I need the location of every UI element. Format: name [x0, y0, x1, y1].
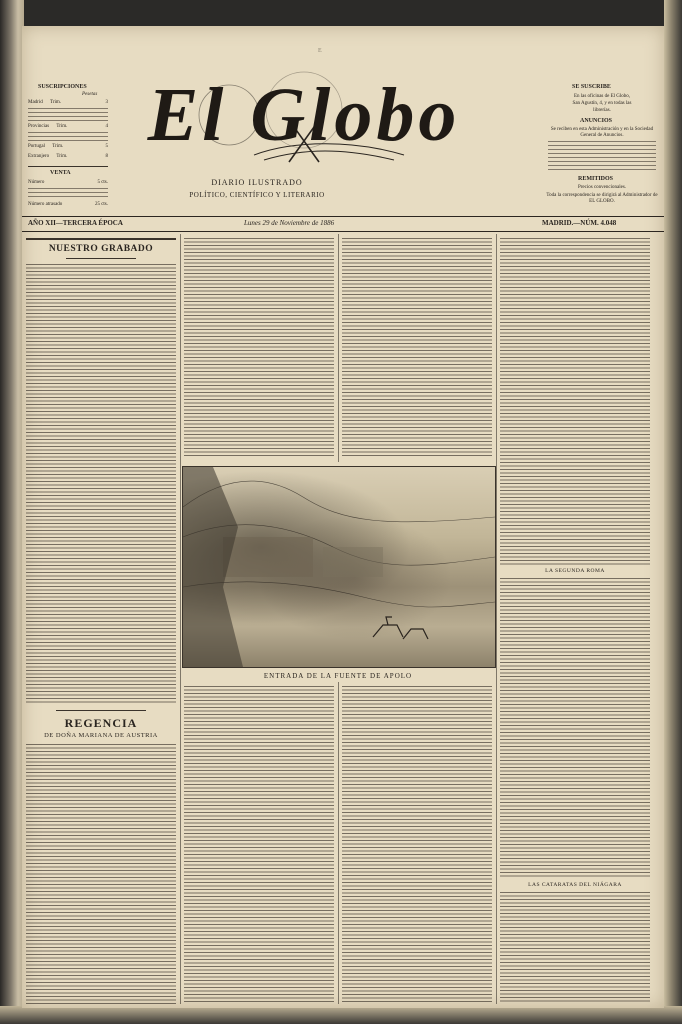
article-text-block — [26, 744, 176, 1004]
divider — [28, 166, 108, 167]
subscription-lines — [28, 132, 108, 142]
issue-date: Lunes 29 de Noviembre de 1886 — [244, 219, 335, 227]
divider — [66, 258, 136, 259]
issue-number: MADRID.—NÚM. 4.048 — [542, 219, 617, 227]
book-edge-right — [664, 0, 682, 1024]
remittances-title: REMITIDOS — [578, 176, 614, 182]
section-heading-second-rome: LA SEGUNDA ROMA — [545, 568, 605, 574]
article-text-block — [342, 238, 492, 458]
article-text-block — [500, 238, 650, 566]
subscription-lines — [28, 108, 108, 122]
masthead — [104, 60, 504, 170]
announcements-lines — [548, 141, 656, 171]
article-text-block — [184, 686, 334, 1004]
subscribe-line: librerías. — [593, 108, 611, 113]
sale-title: VENTA — [50, 170, 71, 176]
announcements-title: ANUNCIOS — [580, 118, 613, 124]
sale-lines — [28, 188, 108, 200]
top-mark: E — [318, 48, 322, 54]
subscription-row: Madrid Trim. 3 — [28, 100, 108, 105]
price-column-label: Pesetas — [82, 92, 98, 97]
subscription-row: Extranjero Trim. 8 — [28, 154, 108, 159]
newspaper-title: El Globo — [147, 73, 461, 157]
section-heading-engraving: NUESTRO GRABADO — [48, 244, 154, 254]
edition-label: AÑO XII—TERCERA ÉPOCA — [28, 219, 123, 227]
column-rule — [338, 682, 339, 1004]
newspaper-page — [22, 26, 664, 1008]
column-rule — [180, 234, 181, 1004]
subscribe-box — [542, 26, 664, 231]
subscription-row: Portugal Trim. 5 — [28, 144, 108, 149]
article-text-block — [500, 578, 650, 878]
correspondence-text: Toda la correspondencia se dirigirá al Administrador de EL GLOBO. — [546, 193, 658, 204]
article-text-block — [184, 238, 334, 458]
section-heading-niagara: LAS CATARATAS DEL NIÁGARA — [528, 882, 622, 888]
subscribe-title: SE SUSCRIBE — [572, 84, 611, 90]
section-subheading-regencia: DE DOÑA MARIANA DE AUSTRIA — [44, 732, 158, 739]
sale-row: Número atrasado 25 cts. — [28, 202, 108, 207]
book-spine-left — [0, 0, 24, 1024]
subscription-row: Provincias Trim. 4 — [28, 124, 108, 129]
subscribe-line: En las oficinas de El Globo, — [573, 94, 631, 99]
column-rule — [496, 234, 497, 1004]
sale-row: Número 5 cts. — [28, 180, 108, 185]
illustration-caption: ENTRADA DE LA FUENTE DE APOLO — [263, 672, 413, 680]
subscriptions-box — [22, 26, 116, 231]
column-rule — [338, 234, 339, 462]
remittances-text: Precios convencionales. — [577, 185, 627, 190]
newspaper-subtitle: DIARIO ILUSTRADO — [211, 178, 303, 187]
date-bar — [22, 216, 664, 232]
illustration-engraving — [182, 466, 496, 668]
book-edge-bottom — [0, 1006, 682, 1024]
article-text-block — [342, 686, 492, 1004]
divider — [26, 238, 176, 240]
newspaper-tagline: POLÍTICO, CIENTÍFICO Y LITERARIO — [189, 191, 325, 199]
article-text-block — [26, 264, 176, 704]
divider — [56, 710, 146, 711]
column-1 — [26, 234, 176, 1004]
subscriptions-title: SUSCRIPCIONES — [38, 84, 87, 90]
landscape-engraving-icon — [183, 467, 495, 667]
announcements-text: Se reciben en esta Administración y en la Sociedad General de Anuncios. — [550, 127, 654, 138]
article-text-block — [500, 892, 650, 1004]
subscribe-line: San Agustín, 4, y en todas las — [572, 101, 632, 106]
section-heading-regencia: REGENCIA — [64, 716, 138, 730]
